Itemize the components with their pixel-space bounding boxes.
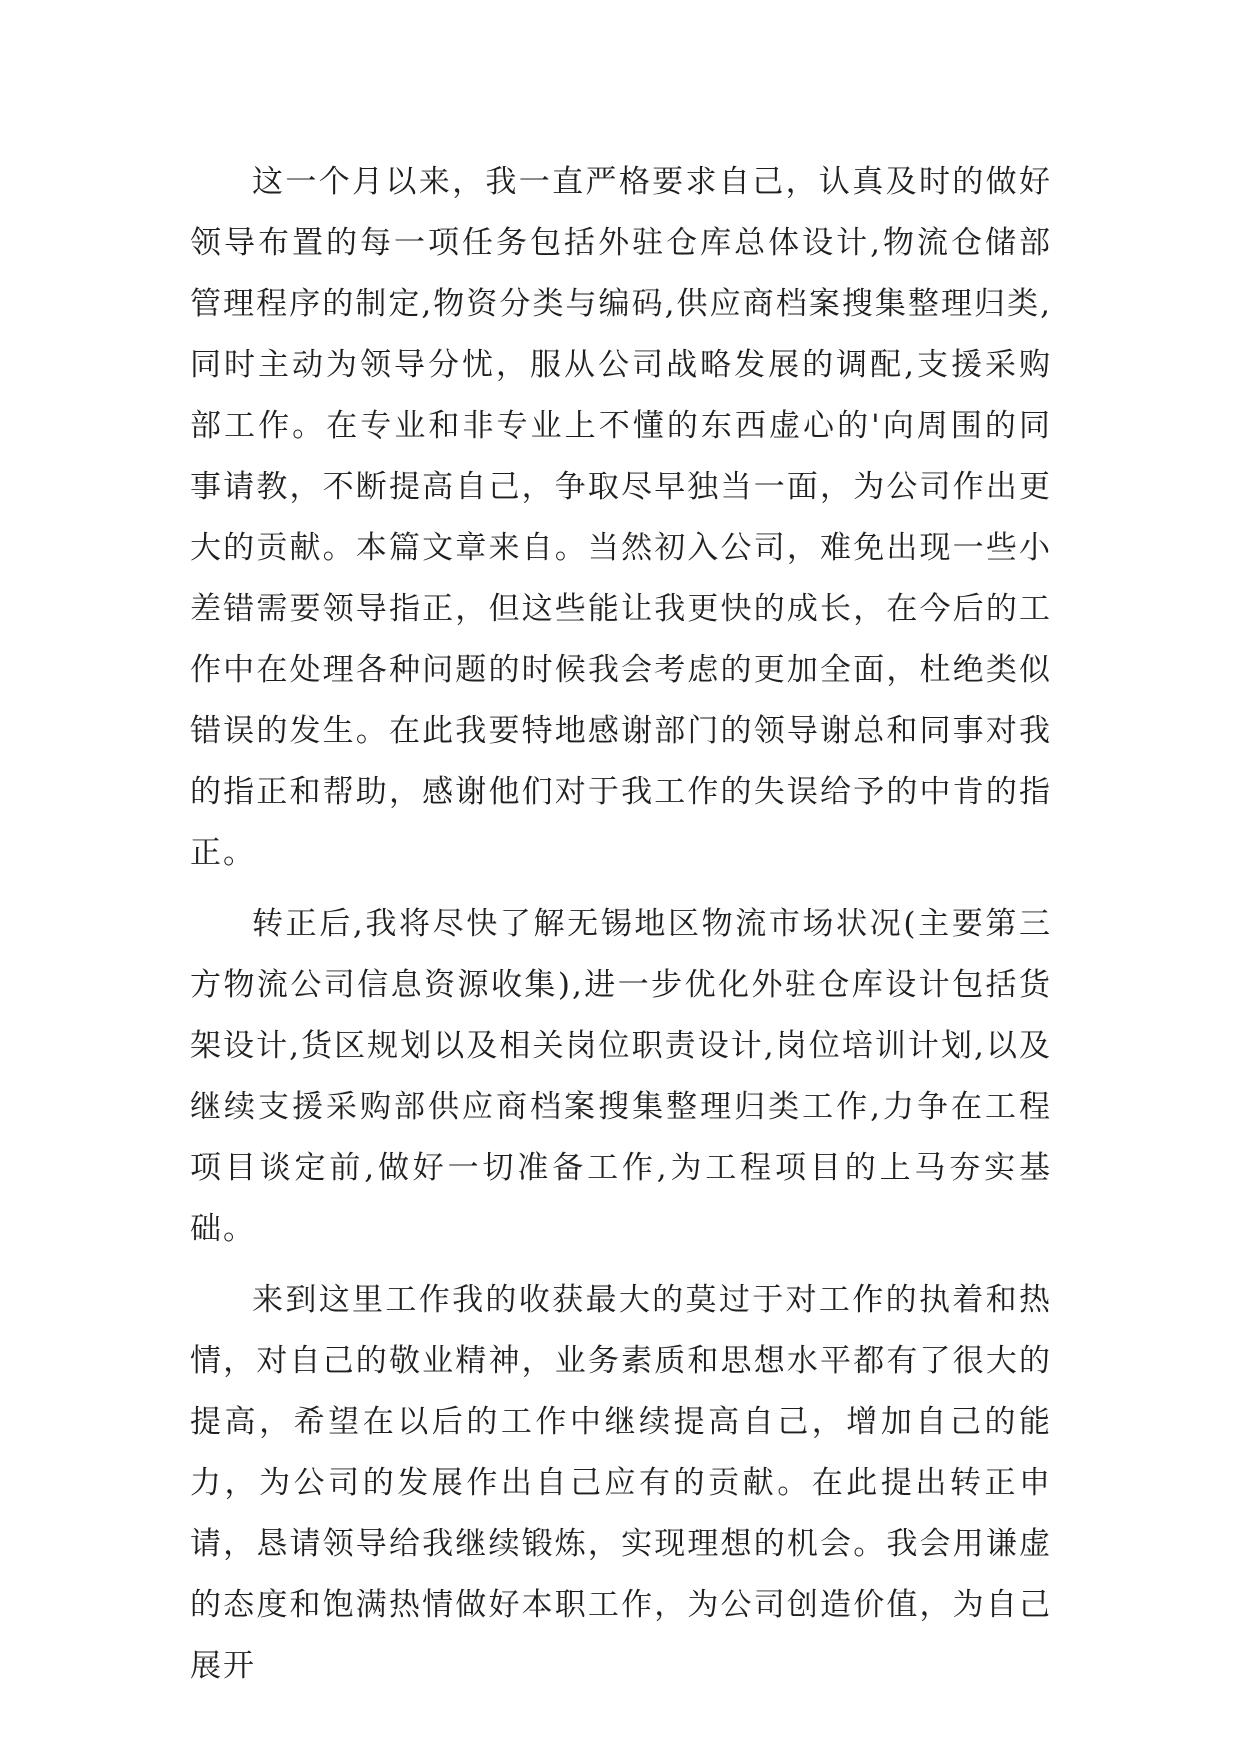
paragraph-1: 这一个月以来，我一直严格要求自己，认真及时的做好领导布置的每一项任务包括外驻仓库总体设计,物流仓储部管理程序的制定,物资分类与编码,供应商档案搜集整理归类,同时主动为领导分忧，服从公司战略发展的调配,支援采购部工作。在专业和非专业上不懂的东西虚心的'向周围的同事请教，不断提高自己，争取尽早独当一面，为公司作出更大的贡献。本篇文章来自。当然初入公司，难免出现一些小差错需要领导指正，但这些能让我更快的成长，在今后的工作中在处理各种问题的时候我会考虑的更加全面，杜绝类似错误的发生。在此我要特地感谢部门的领导谢总和同事对我的指正和帮助，感谢他们对于我工作的失误给予的中肯的指正。 [190, 164, 1052, 871]
paragraph-2: 转正后,我将尽快了解无锡地区物流市场状况(主要第三方物流公司信息资源收集),进一步优化外驻仓库设计包括货架设计,货区规划以及相关岗位职责设计,岗位培训计划,以及继续支援采购部供应商档案搜集整理归类工作,力争在工程项目谈定前,做好一切准备工作,为工程项目的上马夯实基础。 [190, 906, 1052, 1247]
paragraph-3: 来到这里工作我的收获最大的莫过于对工作的执着和热情，对自己的敬业精神，业务素质和思想水平都有了很大的提高，希望在以后的工作中继续提高自己，增加自己的能力，为公司的发展作出自己应有的贡献。在此提出转正申请，恳请领导给我继续锻炼，实现理想的机会。我会用谦虚的态度和饱满热情做好本职工作，为公司创造价值，为自己展开 [190, 1282, 1052, 1684]
document-body [190, 152, 1052, 1697]
